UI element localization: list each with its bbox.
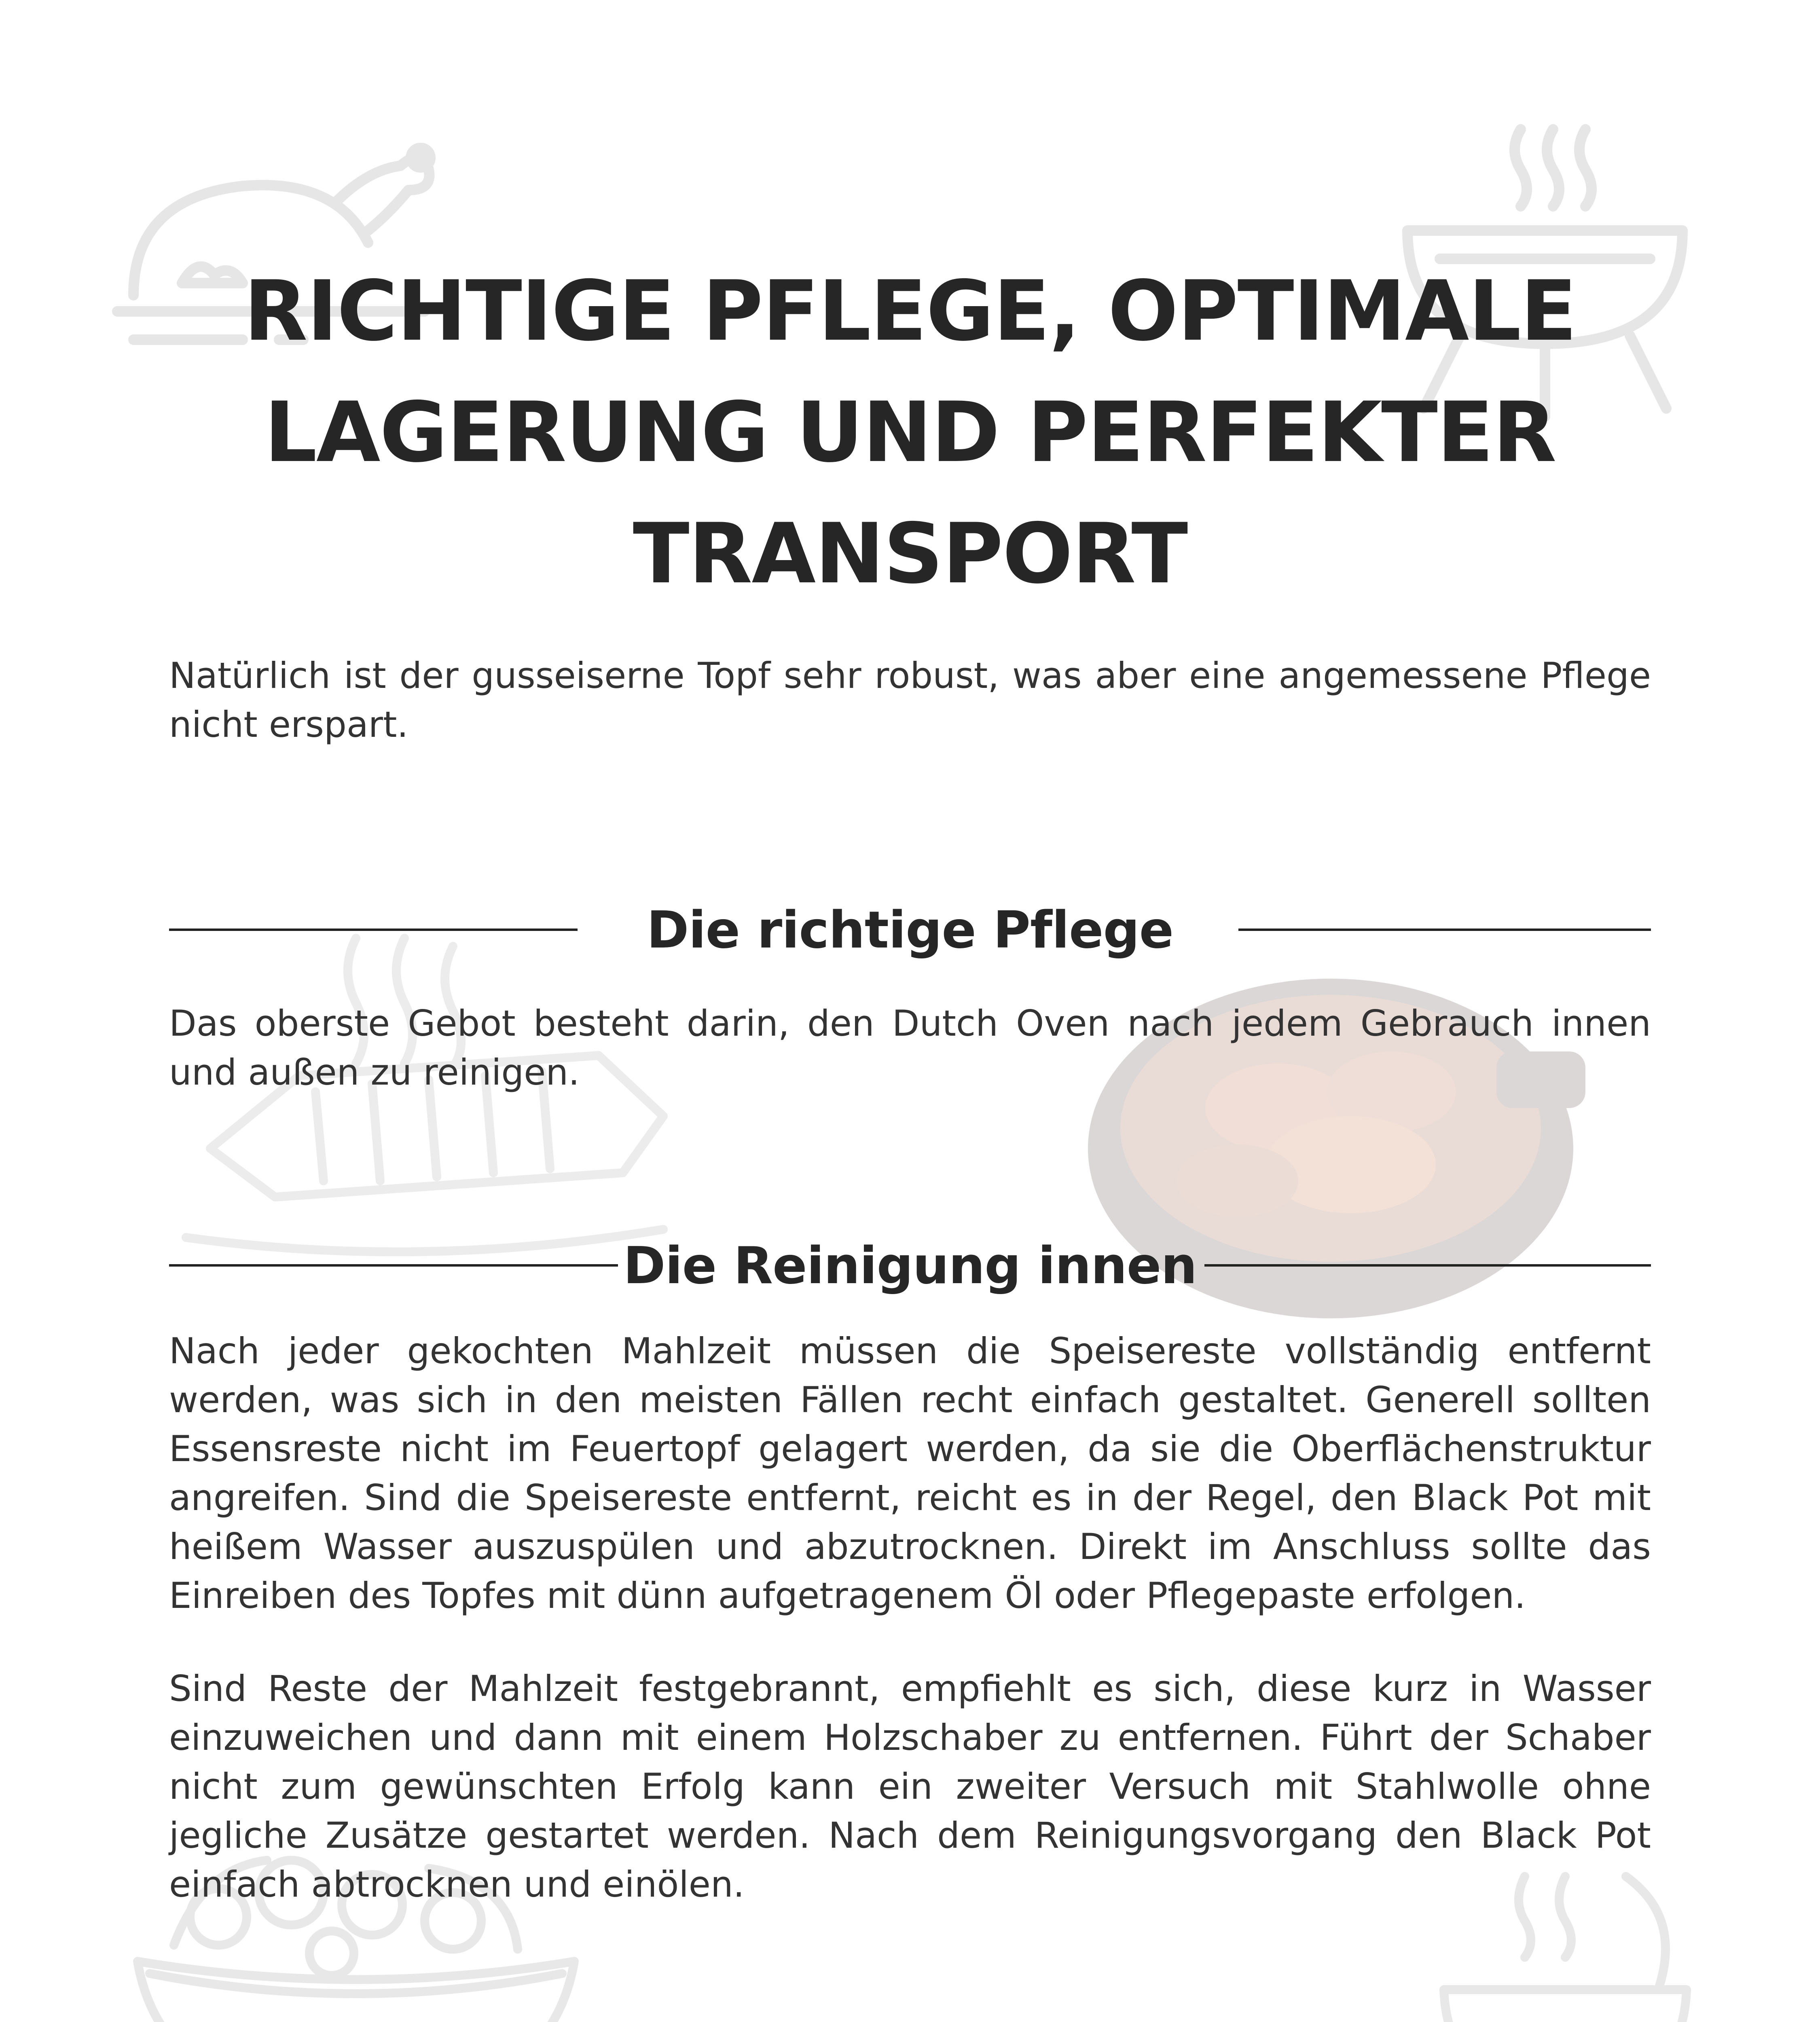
title-line: LAGERUNG UND PERFEKTER [264,385,1556,481]
title-line: TRANSPORT [633,506,1187,602]
title-line: RICHTIGE PFLEGE, OPTIMALE [243,263,1577,360]
heading-rule-right [1204,1264,1651,1267]
section1-paragraph [169,999,1651,1097]
page-title [226,251,1594,615]
intro-paragraph [169,651,1651,749]
intro-text: Natürlich ist der gusseiserne Topf sehr robust, was aber eine angemessene Pflege nicht erspart. [169,655,1651,745]
section1-text: Das oberste Gebot besteht darin, den Dutch Oven nach jedem Gebrauch innen und außen zu reinigen. [169,1003,1651,1093]
heading-rule-right [1238,929,1651,931]
section2-text-1: Nach jeder gekochten Mahlzeit müssen die Speisereste vollständig entfernt werden, was sich in den meisten Fällen recht einfach gestaltet. Generell sollten Essensreste nicht im Feuertopf gelagert werden, da sie die Oberflächenstruktur angreifen. Sind die Speisereste entfernt, reicht es in der Regel, den Black Pot mit heißem Wasser auszuspülen und abzutrocknen. Direkt im Anschluss sollte das Einreiben des Topfes mit dünn aufgetragenem Öl oder Pflegepaste erfolgen. [169,1330,1651,1616]
section-heading-text: Die Reinigung innen [623,1236,1197,1295]
section2-text-2: Sind Reste der Mahlzeit festgebrannt, empfiehlt es sich, diese kurz in Wasser einzuweichen und dann mit einem Holzschaber zu entfernen. Führt der Schaber nicht zum gewünschten Erfolg kann ein zweiter Versuch mit Stahlwolle ohne jegliche Zusätze gestartet werden. Nach dem Reinigungsvorgang den Black Pot einfach abtrocknen und einölen. [169,1668,1651,1905]
section2-paragraph-1 [169,1326,1651,1620]
section-heading-text: Die richtige Pflege [646,900,1174,960]
section-heading-pflege [169,890,1651,971]
section-heading-reinigung [169,1225,1651,1306]
section2-paragraph-2 [169,1664,1651,1909]
